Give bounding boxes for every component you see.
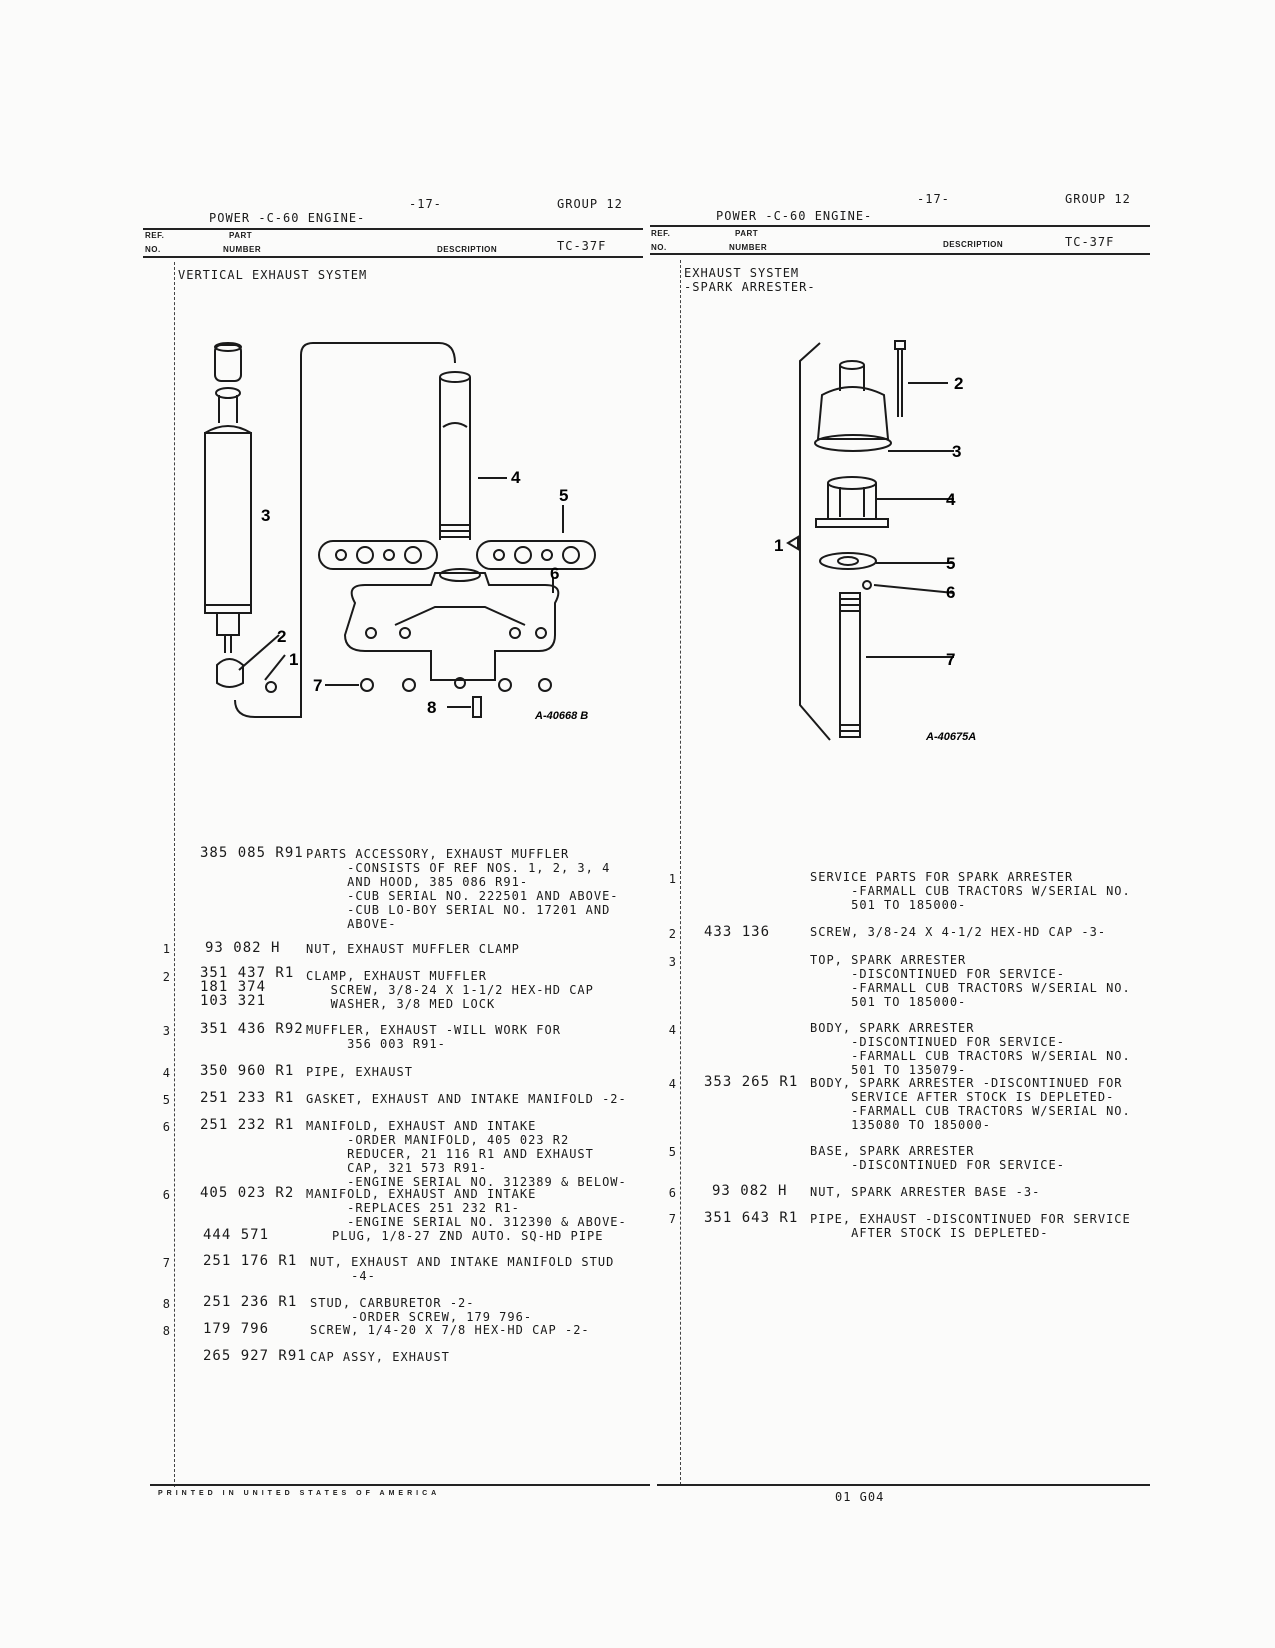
part-description: SCREW, 3/8-24 X 4-1/2 HEX-HD CAP -3- bbox=[810, 925, 1107, 939]
part-description: NUT, EXHAUST AND INTAKE MANIFOLD STUD -4- bbox=[310, 1255, 615, 1283]
ref-number: 5 bbox=[668, 1145, 676, 1159]
part-number: 179 796 bbox=[203, 1321, 270, 1337]
callout-7: 7 bbox=[946, 650, 956, 669]
ref-number: 4 bbox=[668, 1023, 676, 1037]
figure-id: A-40675A bbox=[926, 731, 977, 743]
part-number: 351 643 R1 bbox=[704, 1210, 799, 1226]
ref-number: 2 bbox=[668, 927, 676, 941]
ref-column-divider bbox=[174, 262, 175, 1487]
part-description: STUD, CARBURETOR -2- -ORDER SCREW, 179 796- bbox=[310, 1296, 533, 1324]
part-description: NUT, EXHAUST MUFFLER CLAMP bbox=[306, 942, 520, 956]
callout-4: 4 bbox=[511, 468, 521, 487]
ref-number: 4 bbox=[668, 1077, 676, 1091]
col-desc-label: DESCRIPTION bbox=[943, 240, 1004, 249]
part-description: GASKET, EXHAUST AND INTAKE MANIFOLD -2- bbox=[306, 1092, 627, 1106]
callout-2: 2 bbox=[954, 374, 964, 393]
part-number: 385 085 R91 bbox=[200, 845, 304, 861]
callout-4: 4 bbox=[946, 490, 956, 509]
page-title: POWER -C-60 ENGINE- bbox=[209, 211, 366, 225]
printed-notice: PRINTED IN UNITED STATES OF AMERICA bbox=[158, 1490, 441, 1497]
col-number-label: NUMBER bbox=[729, 243, 768, 252]
footer-rule-right bbox=[657, 1484, 1150, 1486]
part-number: 251 176 R1 bbox=[203, 1253, 298, 1269]
part-number: 405 023 R2 bbox=[200, 1185, 295, 1201]
part-number: 351 436 R92 bbox=[200, 1021, 304, 1037]
part-description: PIPE, EXHAUST -DISCONTINUED FOR SERVICE AFTER STOCK IS DEPLETED- bbox=[810, 1212, 1131, 1240]
section-title: VERTICAL EXHAUST SYSTEM bbox=[178, 268, 368, 282]
footer-code: 01 G04 bbox=[835, 1490, 885, 1504]
col-number-label: NUMBER bbox=[223, 245, 262, 254]
part-description: MUFFLER, EXHAUST -WILL WORK FOR 356 003 R91- bbox=[306, 1023, 561, 1051]
ref-number: 6 bbox=[162, 1120, 170, 1134]
callout-2: 2 bbox=[277, 627, 287, 646]
callout-7: 7 bbox=[313, 676, 323, 695]
figure-id: A-40668 B bbox=[535, 710, 589, 722]
col-no-label: NO. bbox=[651, 243, 667, 252]
callout-5: 5 bbox=[946, 554, 956, 573]
ref-number: 6 bbox=[162, 1188, 170, 1202]
callout-8: 8 bbox=[427, 698, 437, 717]
ref-number: 2 bbox=[162, 970, 170, 984]
header-rule-2 bbox=[143, 256, 643, 258]
page-number: -17- bbox=[917, 192, 950, 206]
part-description: CLAMP, EXHAUST MUFFLER SCREW, 3/8-24 X 1-1/2 HEX-HD CAP WASHER, 3/8 MED LOCK bbox=[306, 969, 594, 1011]
part-number: 93 082 H bbox=[205, 940, 281, 956]
ref-number: 7 bbox=[162, 1256, 170, 1270]
ref-number: 8 bbox=[162, 1297, 170, 1311]
part-number: 433 136 bbox=[704, 924, 771, 940]
col-no-label: NO. bbox=[145, 245, 161, 254]
ref-number: 3 bbox=[668, 955, 676, 969]
ref-number: 4 bbox=[162, 1066, 170, 1080]
page-number: -17- bbox=[409, 197, 442, 211]
catalog-code: TC-37F bbox=[557, 239, 607, 253]
part-number: 353 265 R1 bbox=[704, 1074, 799, 1090]
ref-number: 5 bbox=[162, 1093, 170, 1107]
callout-3: 3 bbox=[261, 506, 271, 525]
part-description: PLUG, 1/8-27 ZND AUTO. SQ-HD PIPE bbox=[332, 1229, 604, 1243]
footer-rule-left bbox=[150, 1484, 650, 1486]
part-number: 444 571 bbox=[203, 1227, 270, 1243]
group-label: GROUP 12 bbox=[1065, 192, 1131, 206]
exhaust-system-illustration bbox=[195, 335, 615, 735]
part-description: MANIFOLD, EXHAUST AND INTAKE -ORDER MANIFOLD, 405 023 R2 REDUCER, 21 116 R1 AND EXHAUST CAP, 321 573 R91- -ENGINE SERIAL NO. 312389 & BELOW- bbox=[306, 1119, 627, 1189]
header-rule bbox=[143, 228, 643, 230]
section-title: EXHAUST SYSTEM -SPARK ARRESTER- bbox=[684, 266, 816, 294]
header-rule bbox=[650, 225, 1150, 227]
part-description: PARTS ACCESSORY, EXHAUST MUFFLER -CONSISTS OF REF NOS. 1, 2, 3, 4 AND HOOD, 385 086 R91- -CUB SERIAL NO. 222501 AND ABOVE- -CUB LO-BOY SERIAL NO. 17201 AND ABOVE- bbox=[306, 847, 619, 931]
catalog-code: TC-37F bbox=[1065, 235, 1115, 249]
part-number: 251 232 R1 bbox=[200, 1117, 295, 1133]
part-number: 93 082 H bbox=[712, 1183, 788, 1199]
callout-5: 5 bbox=[559, 486, 569, 505]
part-description: BASE, SPARK ARRESTER -DISCONTINUED FOR SERVICE- bbox=[810, 1144, 1065, 1172]
part-description: NUT, SPARK ARRESTER BASE -3- bbox=[810, 1185, 1041, 1199]
ref-number: 1 bbox=[162, 942, 170, 956]
part-description: MANIFOLD, EXHAUST AND INTAKE -REPLACES 251 232 R1- -ENGINE SERIAL NO. 312390 & ABOVE- bbox=[306, 1187, 627, 1229]
ref-column-divider bbox=[680, 260, 681, 1485]
callout-3: 3 bbox=[952, 442, 962, 461]
col-part-label: PART bbox=[735, 229, 759, 238]
col-ref-label: REF. bbox=[145, 231, 165, 240]
part-description: SERVICE PARTS FOR SPARK ARRESTER -FARMALL CUB TRACTORS W/SERIAL NO. 501 TO 185000- bbox=[810, 870, 1131, 912]
col-ref-label: REF. bbox=[651, 229, 671, 238]
part-description: BODY, SPARK ARRESTER -DISCONTINUED FOR SERVICE- -FARMALL CUB TRACTORS W/SERIAL NO. 501 TO 135079- bbox=[810, 1021, 1131, 1077]
part-description: PIPE, EXHAUST bbox=[306, 1065, 413, 1079]
part-number: 265 927 R91 bbox=[203, 1348, 307, 1364]
part-description: BODY, SPARK ARRESTER -DISCONTINUED FOR SERVICE AFTER STOCK IS DEPLETED- -FARMALL CUB TRACTORS W/SERIAL NO. 135080 TO 185000- bbox=[810, 1076, 1131, 1132]
col-part-label: PART bbox=[229, 231, 253, 240]
group-label: GROUP 12 bbox=[557, 197, 623, 211]
ref-number: 8 bbox=[162, 1324, 170, 1338]
part-description: CAP ASSY, EXHAUST bbox=[310, 1350, 450, 1364]
callout-1: 1 bbox=[289, 650, 299, 669]
part-number: 351 437 R1 181 374 103 321 bbox=[200, 965, 295, 1009]
part-description: SCREW, 1/4-20 X 7/8 HEX-HD CAP -2- bbox=[310, 1323, 590, 1337]
ref-number: 6 bbox=[668, 1186, 676, 1200]
header-rule-2 bbox=[650, 253, 1150, 255]
callout-6: 6 bbox=[946, 583, 956, 602]
ref-number: 3 bbox=[162, 1024, 170, 1038]
ref-number: 7 bbox=[668, 1212, 676, 1226]
col-desc-label: DESCRIPTION bbox=[437, 245, 498, 254]
ref-number: 1 bbox=[668, 872, 676, 886]
callout-1: 1 bbox=[774, 536, 784, 555]
part-number: 350 960 R1 bbox=[200, 1063, 295, 1079]
part-number: 251 236 R1 bbox=[203, 1294, 298, 1310]
part-description: TOP, SPARK ARRESTER -DISCONTINUED FOR SERVICE- -FARMALL CUB TRACTORS W/SERIAL NO. 501 TO 185000- bbox=[810, 953, 1131, 1009]
spark-arrester-illustration bbox=[770, 335, 1030, 755]
callout-6: 6 bbox=[550, 564, 560, 583]
part-number: 251 233 R1 bbox=[200, 1090, 295, 1106]
page-title: POWER -C-60 ENGINE- bbox=[716, 209, 873, 223]
